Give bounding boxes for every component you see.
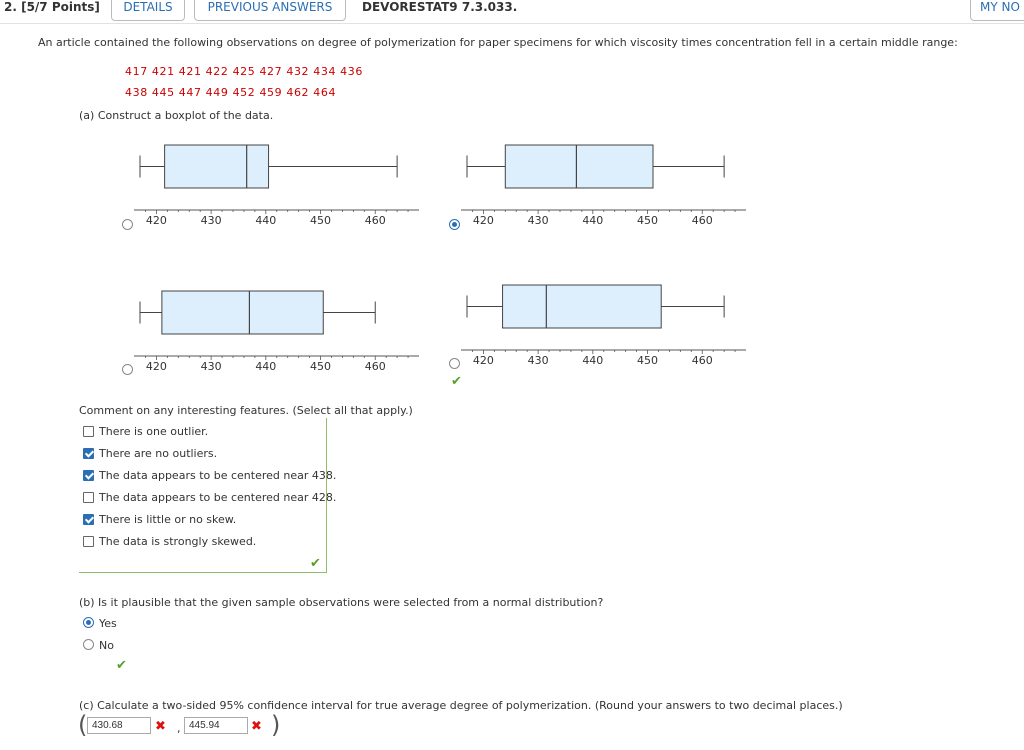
feature-checkbox-3[interactable] xyxy=(83,470,94,481)
tick-label: 440 xyxy=(255,360,277,373)
tick-label: 440 xyxy=(255,214,277,227)
feature-label-2: There are no outliers. xyxy=(99,447,218,460)
ci-upper-input[interactable]: 445.94 xyxy=(184,717,248,734)
tick-label: 460 xyxy=(691,354,713,367)
normal-yes-radio[interactable] xyxy=(83,617,94,628)
tick-label: 420 xyxy=(145,360,167,373)
normal-no-label: No xyxy=(99,639,114,652)
boxplot-option-4 xyxy=(461,280,751,380)
tick-label: 460 xyxy=(364,360,386,373)
tick-label: 430 xyxy=(527,354,549,367)
my-notes-button[interactable]: MY NO xyxy=(970,0,1024,21)
tick-label: 450 xyxy=(310,214,332,227)
checkmark-icon: ✔ xyxy=(116,658,127,673)
feature-label-1: There is one outlier. xyxy=(99,425,209,438)
feature-label-4: The data appears to be centered near 428. xyxy=(99,491,337,504)
checkmark-icon: ✔ xyxy=(310,556,321,571)
tick-label: 430 xyxy=(527,214,549,227)
details-button[interactable]: DETAILS xyxy=(111,0,185,21)
feature-label-5: There is little or no skew. xyxy=(99,513,237,526)
normal-no-radio[interactable] xyxy=(83,639,94,650)
tick-label: 450 xyxy=(637,354,659,367)
problem-code: DEVORESTAT9 7.3.033. xyxy=(362,0,518,14)
close-paren: ) xyxy=(271,711,281,739)
points-label: 2. [5/7 Points] xyxy=(4,0,100,14)
tick-label: 440 xyxy=(582,214,604,227)
data-values-row-1: 417 421 421 422 425 427 432 434 436 xyxy=(125,65,363,78)
tick-label: 420 xyxy=(472,354,494,367)
comma-separator: , xyxy=(177,722,181,735)
tick-label: 460 xyxy=(691,214,713,227)
feature-checkbox-2[interactable] xyxy=(83,448,94,459)
question-header xyxy=(0,0,1024,24)
tick-label: 430 xyxy=(200,360,222,373)
tick-label: 440 xyxy=(582,354,604,367)
part-a-prompt: (a) Construct a boxplot of the data. xyxy=(79,109,274,122)
normal-yes-label: Yes xyxy=(99,617,117,630)
boxplot-option-2 xyxy=(461,140,751,240)
part-b-prompt: (b) Is it plausible that the given sample observations were selected from a normal distribution? xyxy=(79,596,604,609)
part-c-prompt: (c) Calculate a two-sided 95% confidence interval for true average degree of polymerization. (Round your answers to two decimal places.) xyxy=(79,699,843,712)
tick-label: 430 xyxy=(200,214,222,227)
tick-label: 460 xyxy=(364,214,386,227)
boxplot-option-1-radio[interactable] xyxy=(122,219,133,230)
iqr-box xyxy=(505,145,653,188)
feature-checkbox-4[interactable] xyxy=(83,492,94,503)
iqr-box xyxy=(503,285,662,328)
iqr-box xyxy=(162,291,323,334)
question-intro: An article contained the following observations on degree of polymerization for paper specimens for which viscosity times concentration fell in a certain middle range: xyxy=(38,36,958,49)
comment-prompt: Comment on any interesting features. (Select all that apply.) xyxy=(79,404,413,417)
x-mark-icon: ✖ xyxy=(155,719,166,734)
iqr-box xyxy=(165,145,269,188)
feature-checkbox-5[interactable] xyxy=(83,514,94,525)
data-values-row-2: 438 445 447 449 452 459 462 464 xyxy=(125,86,337,99)
feature-label-6: The data is strongly skewed. xyxy=(99,535,257,548)
feature-checkbox-6[interactable] xyxy=(83,536,94,547)
open-paren: ( xyxy=(78,711,88,739)
feature-checkbox-1[interactable] xyxy=(83,426,94,437)
ci-lower-input[interactable]: 430.68 xyxy=(87,717,151,734)
tick-label: 450 xyxy=(637,214,659,227)
checkmark-icon: ✔ xyxy=(451,374,462,389)
tick-label: 420 xyxy=(472,214,494,227)
boxplot-option-4-radio[interactable] xyxy=(449,358,460,369)
boxplot-option-2-radio[interactable] xyxy=(449,219,460,230)
feature-label-3: The data appears to be centered near 438. xyxy=(99,469,337,482)
previous-answers-button[interactable]: PREVIOUS ANSWERS xyxy=(194,0,346,21)
x-mark-icon: ✖ xyxy=(251,719,262,734)
boxplot-option-3 xyxy=(134,286,424,386)
boxplot-option-1 xyxy=(134,140,424,240)
tick-label: 420 xyxy=(145,214,167,227)
boxplot-option-3-radio[interactable] xyxy=(122,364,133,375)
tick-label: 450 xyxy=(310,360,332,373)
